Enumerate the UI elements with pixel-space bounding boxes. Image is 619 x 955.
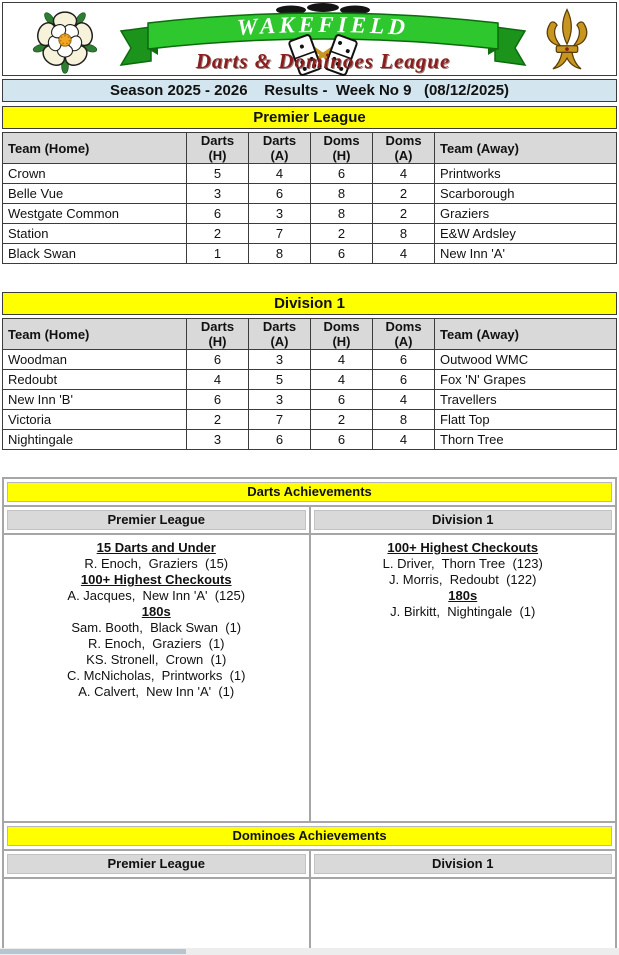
away-team-cell: Printworks bbox=[435, 164, 617, 184]
division-1-title: Division 1 bbox=[2, 292, 617, 315]
away-team-cell: Outwood WMC bbox=[435, 350, 617, 370]
result-row bbox=[3, 244, 617, 264]
col-team-home: Team (Home) bbox=[3, 133, 187, 164]
home-team-cell: Victoria bbox=[3, 410, 187, 430]
achievements-table bbox=[2, 477, 617, 955]
division-1-results-table bbox=[2, 318, 617, 450]
achievement-entry: R. Enoch, Graziers (1) bbox=[87, 636, 225, 651]
doms-away-score: 2 bbox=[373, 184, 435, 204]
doms-away-score: 4 bbox=[373, 164, 435, 184]
col-team-away: Team (Away) bbox=[435, 133, 617, 164]
darts-away-score: 3 bbox=[249, 204, 311, 224]
away-team-cell: Thorn Tree bbox=[435, 430, 617, 450]
darts-home-score: 4 bbox=[187, 370, 249, 390]
achievement-category-heading: 100+ Highest Checkouts bbox=[387, 540, 539, 555]
col-darts-a: Darts (A) bbox=[249, 133, 311, 164]
darts-away-score: 7 bbox=[249, 224, 311, 244]
banner-title: WAKEFIELD bbox=[236, 11, 410, 41]
league-banner bbox=[2, 2, 617, 76]
darts-home-score: 6 bbox=[187, 390, 249, 410]
darts-away-score: 3 bbox=[249, 390, 311, 410]
doms-away-score: 2 bbox=[373, 204, 435, 224]
doms-away-score: 6 bbox=[373, 370, 435, 390]
darts-away-score: 7 bbox=[249, 410, 311, 430]
achievement-entry: J. Birkitt, Nightingale (1) bbox=[390, 604, 536, 619]
darts-home-score: 5 bbox=[187, 164, 249, 184]
doms-home-score: 6 bbox=[311, 390, 373, 410]
home-team-cell: Black Swan bbox=[3, 244, 187, 264]
darts-away-score: 3 bbox=[249, 350, 311, 370]
fleur-de-lis-icon bbox=[538, 7, 596, 73]
results-header-row bbox=[3, 319, 617, 350]
dominoes-premier-header: Premier League bbox=[7, 854, 306, 874]
banner-center bbox=[113, 3, 533, 77]
result-row bbox=[3, 204, 617, 224]
darts-away-score: 6 bbox=[249, 184, 311, 204]
dominoes-division1-header-cell bbox=[310, 850, 617, 878]
home-team-cell: Westgate Common bbox=[3, 204, 187, 224]
home-team-cell: Woodman bbox=[3, 350, 187, 370]
yorkshire-rose-icon bbox=[15, 6, 115, 74]
col-team-away: Team (Away) bbox=[435, 319, 617, 350]
darts-division1-header: Division 1 bbox=[314, 510, 613, 530]
away-team-cell: Fox 'N' Grapes bbox=[435, 370, 617, 390]
col-doms-h: Doms (H) bbox=[311, 319, 373, 350]
darts-home-score: 6 bbox=[187, 350, 249, 370]
achievement-entry: C. McNicholas, Printworks (1) bbox=[67, 668, 246, 683]
darts-away-score: 6 bbox=[249, 430, 311, 450]
dominoes-premier-achievements bbox=[3, 878, 310, 955]
doms-away-score: 4 bbox=[373, 390, 435, 410]
col-darts-h: Darts (H) bbox=[187, 133, 249, 164]
achievement-category-heading: 180s bbox=[448, 588, 478, 603]
doms-away-score: 6 bbox=[373, 350, 435, 370]
away-team-cell: Scarborough bbox=[435, 184, 617, 204]
darts-achievements-band bbox=[3, 478, 616, 506]
darts-division1-achievements bbox=[310, 534, 617, 822]
dominoes-achievements-title: Dominoes Achievements bbox=[7, 826, 612, 846]
doms-away-score: 8 bbox=[373, 224, 435, 244]
home-team-cell: Belle Vue bbox=[3, 184, 187, 204]
col-team-home: Team (Home) bbox=[3, 319, 187, 350]
away-team-cell: Flatt Top bbox=[435, 410, 617, 430]
achievement-entry: J. Morris, Redoubt (122) bbox=[389, 572, 537, 587]
away-team-cell: Travellers bbox=[435, 390, 617, 410]
darts-achievements-title: Darts Achievements bbox=[7, 482, 612, 502]
result-row bbox=[3, 224, 617, 244]
doms-away-score: 4 bbox=[373, 244, 435, 264]
doms-home-score: 2 bbox=[311, 410, 373, 430]
doms-home-score: 8 bbox=[311, 204, 373, 224]
col-doms-a: Doms (A) bbox=[373, 133, 435, 164]
doms-home-score: 4 bbox=[311, 350, 373, 370]
result-row bbox=[3, 430, 617, 450]
home-team-cell: Nightingale bbox=[3, 430, 187, 450]
scrollbar-thumb[interactable] bbox=[0, 949, 186, 954]
achievement-entry: A. Calvert, New Inn 'A' (1) bbox=[78, 684, 235, 699]
result-row bbox=[3, 370, 617, 390]
doms-away-score: 4 bbox=[373, 430, 435, 450]
home-team-cell: Station bbox=[3, 224, 187, 244]
doms-home-score: 8 bbox=[311, 184, 373, 204]
col-darts-a: Darts (A) bbox=[249, 319, 311, 350]
away-team-cell: New Inn 'A' bbox=[435, 244, 617, 264]
away-team-cell: Graziers bbox=[435, 204, 617, 224]
home-team-cell: Redoubt bbox=[3, 370, 187, 390]
results-header-row bbox=[3, 133, 617, 164]
home-team-cell: New Inn 'B' bbox=[3, 390, 187, 410]
achievement-category-heading: 15 Darts and Under bbox=[96, 540, 216, 555]
achievement-entry: A. Jacques, New Inn 'A' (125) bbox=[67, 588, 246, 603]
season-header: Season 2025 - 2026 Results - Week No 9 (08/12/2025) bbox=[2, 79, 617, 102]
result-row bbox=[3, 410, 617, 430]
doms-away-score: 8 bbox=[373, 410, 435, 430]
darts-away-score: 8 bbox=[249, 244, 311, 264]
darts-home-score: 6 bbox=[187, 204, 249, 224]
col-doms-h: Doms (H) bbox=[311, 133, 373, 164]
premier-league-results-table bbox=[2, 132, 617, 264]
darts-premier-achievements bbox=[3, 534, 310, 822]
darts-division1-header-cell bbox=[310, 506, 617, 534]
darts-home-score: 2 bbox=[187, 410, 249, 430]
result-row bbox=[3, 390, 617, 410]
achievement-category-heading: 100+ Highest Checkouts bbox=[80, 572, 232, 587]
doms-home-score: 6 bbox=[311, 244, 373, 264]
darts-premier-header: Premier League bbox=[7, 510, 306, 530]
result-row bbox=[3, 164, 617, 184]
darts-away-score: 5 bbox=[249, 370, 311, 390]
doms-home-score: 6 bbox=[311, 164, 373, 184]
away-team-cell: E&W Ardsley bbox=[435, 224, 617, 244]
result-row bbox=[3, 350, 617, 370]
premier-league-title: Premier League bbox=[2, 106, 617, 129]
darts-away-score: 4 bbox=[249, 164, 311, 184]
doms-home-score: 2 bbox=[311, 224, 373, 244]
achievement-entry: Sam. Booth, Black Swan (1) bbox=[71, 620, 242, 635]
achievement-entry: KS. Stronell, Crown (1) bbox=[86, 652, 227, 667]
col-doms-a: Doms (A) bbox=[373, 319, 435, 350]
achievement-category-heading: 180s bbox=[141, 604, 171, 619]
dominoes-achievements-band bbox=[3, 822, 616, 850]
dominoes-premier-header-cell bbox=[3, 850, 310, 878]
darts-home-score: 1 bbox=[187, 244, 249, 264]
doms-home-score: 4 bbox=[311, 370, 373, 390]
darts-home-score: 3 bbox=[187, 430, 249, 450]
banner-subtitle: Darts & Dominoes League bbox=[195, 49, 451, 73]
horizontal-scrollbar[interactable] bbox=[0, 948, 619, 955]
darts-home-score: 3 bbox=[187, 184, 249, 204]
home-team-cell: Crown bbox=[3, 164, 187, 184]
achievement-entry: R. Enoch, Graziers (15) bbox=[84, 556, 229, 571]
achievement-entry: L. Driver, Thorn Tree (123) bbox=[382, 556, 543, 571]
doms-home-score: 6 bbox=[311, 430, 373, 450]
col-darts-h: Darts (H) bbox=[187, 319, 249, 350]
dominoes-division1-header: Division 1 bbox=[314, 854, 613, 874]
dominoes-division1-achievements bbox=[310, 878, 617, 955]
darts-premier-header-cell bbox=[3, 506, 310, 534]
result-row bbox=[3, 184, 617, 204]
darts-home-score: 2 bbox=[187, 224, 249, 244]
